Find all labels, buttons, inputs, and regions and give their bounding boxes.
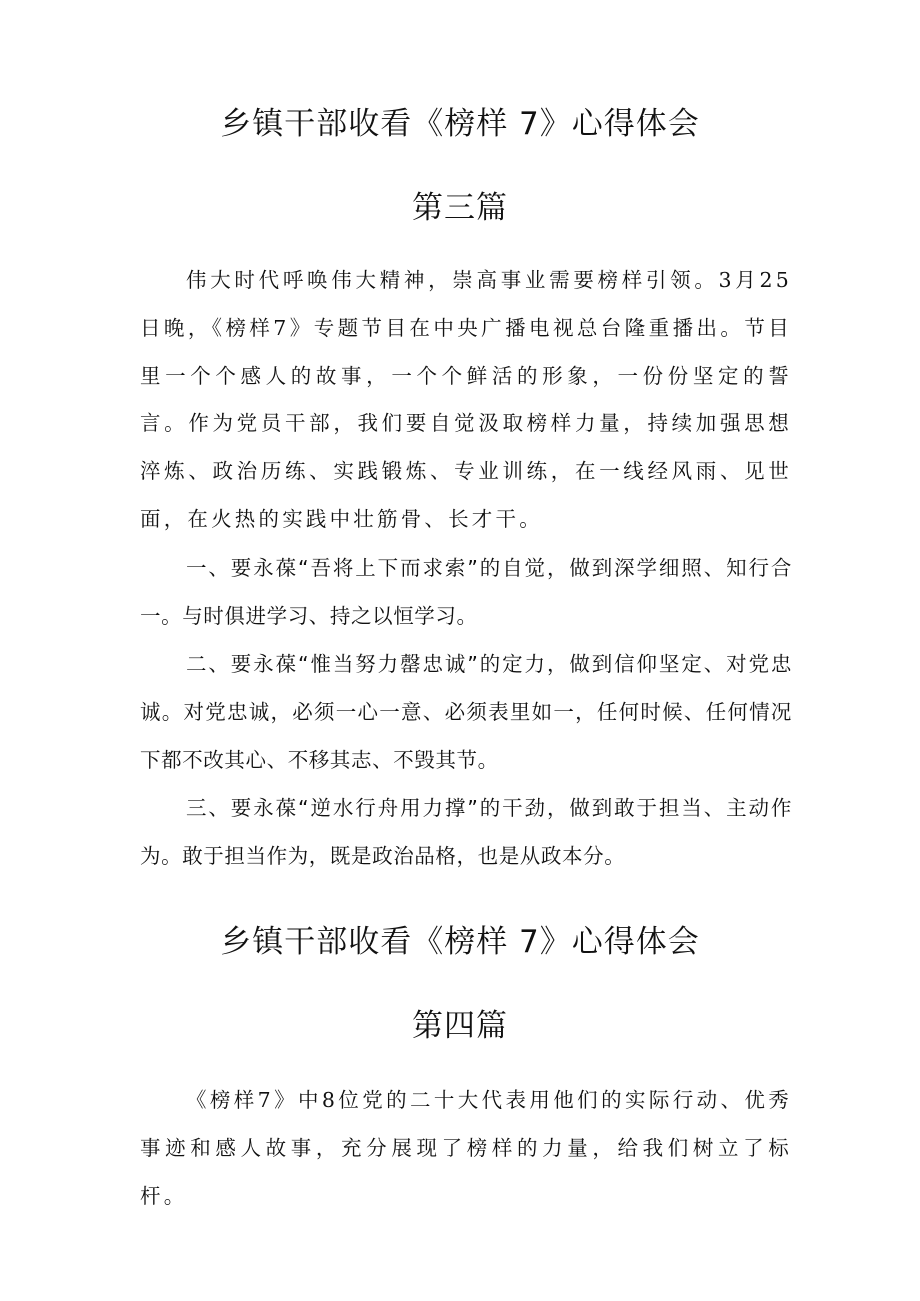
article-subtitle-3: 第三篇 <box>412 190 508 226</box>
intro-paragraph-4: 《榜样7》中8位党的二十大代表用他们的实际行动、优秀事迹和感人故事，充分展现了榜样的力量，给我们树立了标杆。 <box>140 1088 792 1208</box>
intro-paragraph-3: 伟大时代呼唤伟大精神，崇高事业需要榜样引领。3月25日晚，《榜样7》专题节目在中央广播电视总台隆重播出。节目里一个个感人的故事，一个个鲜活的形象，一份份坚定的誓言。作为党员干部，我们要自觉汲取榜样力量，持续加强思想淬炼、政治历练、实践锻炼、专业训练，在一线经风雨、见世面，在火热的实践中壮筋骨、长才干。 <box>140 268 792 531</box>
point-paragraph-2: 二、要永葆“惟当努力罄忠诚”的定力，做到信仰坚定、对党忠诚。对党忠诚，必须一心一意、必须表里如一，任何时候、任何情况下都不改其心、不移其志、不毁其节。 <box>140 652 792 772</box>
point-paragraph-3: 三、要永葆“逆水行舟用力撑”的干劲，做到敢于担当、主动作为。敢于担当作为，既是政治品格，也是从政本分。 <box>140 796 792 868</box>
article-title-4: 乡镇干部收看《榜样 7》心得体会 <box>220 924 700 960</box>
article-title-3: 乡镇干部收看《榜样 7》心得体会 <box>220 106 700 142</box>
point-paragraph-1: 一、要永葆“吾将上下而求索”的自觉，做到深学细照、知行合一。与时俱进学习、持之以恒学习。 <box>140 556 792 628</box>
article-subtitle-4: 第四篇 <box>412 1008 508 1044</box>
